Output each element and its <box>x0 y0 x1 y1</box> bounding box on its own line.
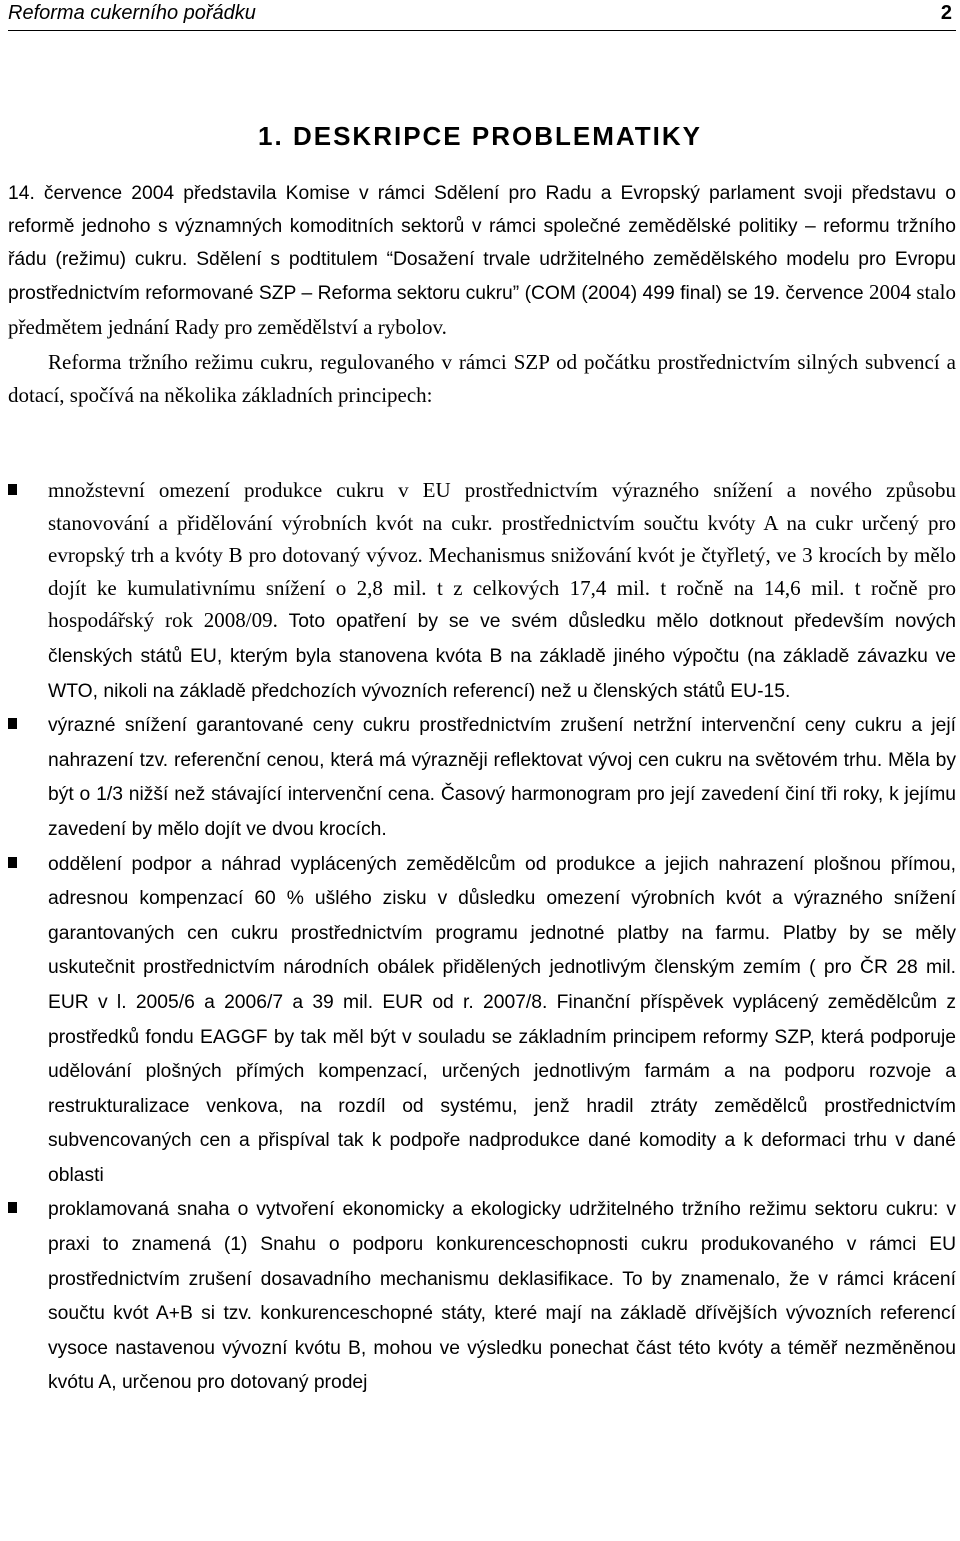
square-bullet-icon <box>8 718 17 729</box>
intro-paragraph-1-sans: 14. července 2004 představila Komise v rámci Sdělení pro Radu a Evropský parlament svoji představu o reformě jednoho s významných komoditních sektorů v rámci společné zemědělské politiky – reformu tržního řádu (režimu) cukru. Sdělení s podtitulem “Dosažení trvale udržitelného zemědělského modelu pro Evropu prostřednictvím reformované SZP – Reforma sektoru cukru” (COM (2004) 499 final) se 19. července <box>8 183 956 305</box>
intro-paragraph-1-serif: 2004 stalo předmětem jednání Rady pro zemědělství a rybolov. <box>8 280 956 340</box>
intro-paragraph-1 <box>8 178 956 346</box>
page-number: 2 <box>940 2 952 24</box>
list-item-text-sans: proklamovaná snaha o vytvoření ekonomicky a ekologicky udržitelného tržního režimu sektoru cukru: v praxi to znamená (1) Snahu o podporu konkurenceschopnosti cukru produkovaného v rámci EU prostřednictvím zrušení dosavadního mechanismu deklasifikace. To by znamenalo, že v rámci krácení součtu kvót A+B si tzv. konkurenceschopné státy, které mají na základě dřívějších vývozních referencí vysoce nastavenou vývozní kvótu B, mohou ve výsledku ponechat část této kvóty a téměř nezměněnou kvótu A, určenou pro dotovaný prodej <box>48 1199 956 1394</box>
list-item <box>8 847 956 1193</box>
square-bullet-icon <box>8 857 17 868</box>
chapter-heading: 1. DESKRIPCE PROBLEMATIKY <box>258 121 702 151</box>
running-header <box>8 0 956 31</box>
principles-list <box>8 474 956 1400</box>
list-item <box>8 1192 956 1400</box>
intro-text <box>8 178 956 412</box>
list-item-text-serif: množstevní omezení produkce cukru v EU prostřednictvím výrazného snížení a nového způsobu stanovování a přidělování výrobních kvót na cukr. prostřednictvím součtu kvóty A na cukr určený pro evropský trh a kvóty B pro dotovaný vývoz. Mechanismus snižování kvót je čtyřletý, ve 3 krocích by mělo dojít ke kumulativnímu snížení o 2,8 mil. t z celkových 17,4 mil. t ročně na 14,6 mil. t ročně pro hospodářský rok 2008/09. <box>48 478 956 633</box>
list-item-text-sans: výrazné snížení garantované ceny cukru prostřednictvím zrušení netržní intervenční ceny cukru a její nahrazení tzv. referenční cenou, která má výrazněji reflektovat vývoj cen cukru na světovém trhu. Měla by být o 1/3 nižší než stávající intervenční cena. Časový harmonogram pro její zavedení činí tři roky, k jejímu zavedení by mělo dojít ve dvou krocích. <box>48 715 956 840</box>
list-item-text-sans: Toto opatření by se ve svém důsledku mělo dotknout především nových členských států EU, kterým byla stanovena kvóta B na základě jiného výpočtu (na základě závazku ve WTO, nikoli na základě předchozích vývozních referencí) než u členských států EU-15. <box>48 611 956 702</box>
header-title: Reforma cukerního pořádku <box>8 2 256 24</box>
list-item <box>8 474 956 708</box>
square-bullet-icon <box>8 484 17 495</box>
list-item <box>8 708 956 846</box>
intro-paragraph-2: Reforma tržního režimu cukru, regulovaného v rámci SZP od počátku prostřednictvím silných subvencí a dotací, spočívá na několika základních principech: <box>8 349 956 407</box>
square-bullet-icon <box>8 1202 17 1213</box>
list-item-text-sans: oddělení podpor a náhrad vyplácených zemědělcům od produkce a jejich nahrazení plošnou přímou, adresnou kompenzací 60 % ušlého zisku v důsledku omezení výrobních kvót a výrazného snížení garantovaných cen cukru prostřednictvím programu jednotné platby na farmu. Platby by se měly uskutečnit prostřednictvím národních obálek přidělených jednotlivým členským zemím ( pro ČR 28 mil. EUR v l. 2005/6 a 2006/7 a 39 mil. EUR od r. 2007/8. Finanční příspěvek vyplácený zemědělcům z prostředků fondu EAGGF by tak měl být v souladu se základním principem reformy SZP, která podporuje udělování plošných přímých kompenzací, určených jednotlivým farmám a na podporu rozvoje a restrukturalizace venkova, na rozdíl od systému, jenž hradil ztráty zemědělců prostřednictvím subvencovaných cen a přispíval tak k podpoře nadprodukce dané komodity a k deformaci trhu v dané oblasti <box>48 853 956 1186</box>
